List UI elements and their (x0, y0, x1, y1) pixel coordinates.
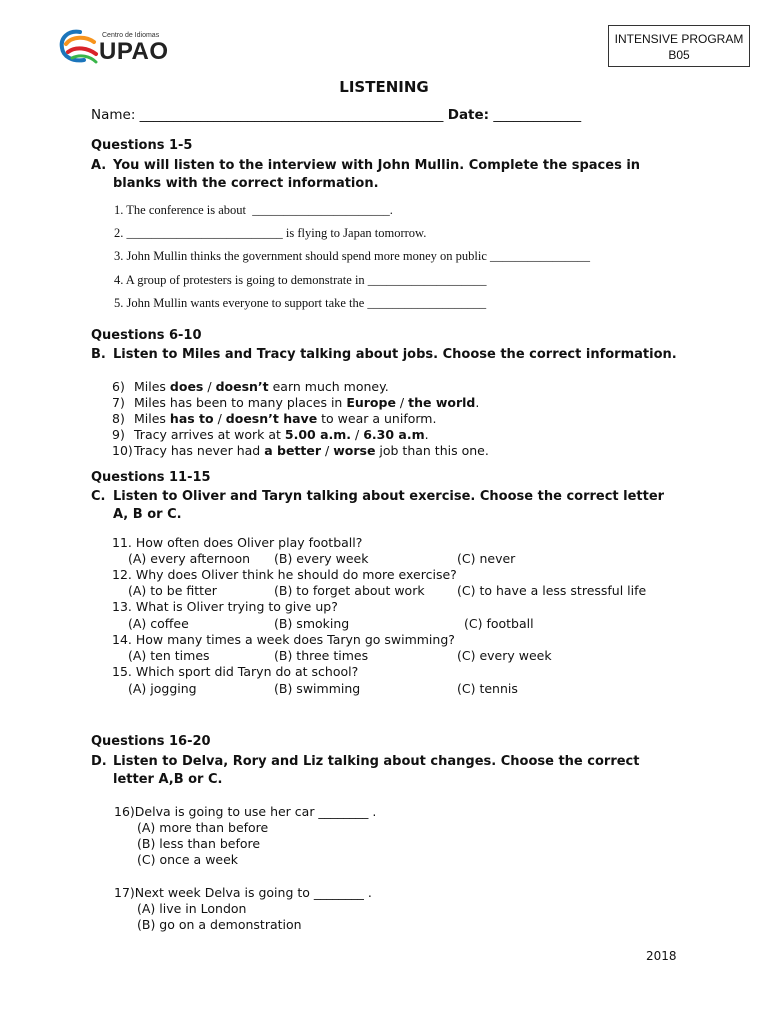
option-a: (A) jogging (128, 681, 197, 696)
section-instruction (91, 488, 681, 524)
option-c: (C) to have a less stressful life (457, 583, 647, 598)
option-c: (C) every week (457, 648, 552, 663)
section-letter: D. (91, 754, 107, 769)
list-item: 3. John Mullin thinks the government should spend more money on public ________________ (114, 249, 591, 263)
question: 15. Which sport did Taryn do at school? (112, 664, 359, 679)
date-label: Date: (447, 107, 490, 123)
item-number: 9) (112, 427, 125, 442)
option-c: (C) once a week (137, 852, 239, 867)
list-item (112, 379, 389, 394)
item-text: Miles (134, 411, 170, 426)
option-b: (B) less than before (137, 836, 261, 851)
option-b: (B) smoking (274, 616, 350, 631)
item-number: 6) (112, 379, 125, 394)
option-b: (B) to forget about work (274, 583, 425, 598)
option-b: (B) swimming (274, 681, 361, 696)
option-a: (A) to be fitter (128, 583, 217, 598)
choice-2: doesn’t have (225, 411, 318, 426)
item-number: 10) (112, 443, 133, 458)
choice-separator: / (321, 443, 334, 458)
logo-subtitle: Centro de Idiomas (102, 32, 160, 39)
instruction-text: Listen to Miles and Tracy talking about jobs. Choose the correct information. (113, 347, 677, 362)
item-text: job than this one. (375, 443, 489, 458)
section-heading: Questions 16-20 (91, 734, 211, 749)
question: 13. What is Oliver trying to give up? (112, 599, 338, 614)
instruction-text: Listen to Oliver and Taryn talking about exercise. Choose the correct letter A, B or C. (113, 489, 665, 522)
logo-wordmark: UPAO (99, 38, 169, 65)
section-letter: B. (91, 347, 106, 362)
list-item (112, 427, 429, 442)
instruction-text: You will listen to the interview with John Mullin. Complete the spaces in blanks with the correct information. (113, 158, 641, 191)
choice-2: worse (333, 443, 376, 458)
question: 16)Delva is going to use her car ________ . (114, 804, 377, 819)
option-c: (C) football (464, 616, 534, 631)
question: 14. How many times a week does Taryn go swimming? (112, 632, 455, 647)
option-a: (A) every afternoon (128, 551, 251, 566)
option-c: (C) never (457, 551, 516, 566)
list-item: 1. The conference is about ______________________. (114, 203, 393, 217)
section-instruction (91, 157, 681, 193)
name-date-line (91, 107, 581, 123)
item-text: to wear a uniform. (317, 411, 437, 426)
list-item: 4. A group of protesters is going to demonstrate in ___________________ (114, 273, 487, 287)
program-name: INTENSIVE PROGRAM (614, 32, 744, 46)
choice-1: Europe (346, 395, 396, 410)
choice-1: has to (169, 411, 214, 426)
option-a: (A) ten times (128, 648, 210, 663)
name-label: Name: (91, 107, 136, 123)
choice-separator: / (351, 427, 364, 442)
choice-separator: / (213, 411, 226, 426)
footer-year: 2018 (646, 949, 677, 963)
option-a: (A) coffee (128, 616, 189, 631)
choice-2: the world (408, 395, 476, 410)
page-title: LISTENING (339, 78, 429, 96)
list-item: 5. John Mullin wants everyone to support take the ___________________ (114, 296, 487, 310)
item-text: Miles has been to many places in (134, 395, 347, 410)
option-b: (B) three times (274, 648, 369, 663)
item-text: earn much money. (268, 379, 389, 394)
question: 17)Next week Delva is going to ________ . (114, 885, 372, 900)
instruction-text: Listen to Delva, Rory and Liz talking about changes. Choose the correct letter A,B or C. (113, 754, 640, 787)
item-text: . (424, 427, 429, 442)
option-a: (A) live in London (137, 901, 247, 916)
choice-1: 5.00 a.m. (284, 427, 352, 442)
choice-1: does (169, 379, 204, 394)
upao-logo-swirl-icon (58, 26, 102, 68)
list-item (112, 443, 489, 458)
choice-1: a better (264, 443, 322, 458)
section-heading: Questions 1-5 (91, 138, 193, 153)
option-b: (B) every week (274, 551, 369, 566)
program-code: B05 (668, 48, 690, 62)
list-item (112, 395, 479, 410)
name-blank: _____________________________________________ (135, 107, 444, 123)
section-letter: C. (91, 489, 106, 504)
program-box (608, 25, 750, 67)
date-blank: _____________ (489, 107, 582, 123)
upao-logo (58, 26, 168, 68)
item-number: 7) (112, 395, 125, 410)
option-c: (C) tennis (457, 681, 518, 696)
question: 11. How often does Oliver play football? (112, 535, 363, 550)
choice-2: doesn’t (215, 379, 269, 394)
section-instruction (91, 753, 681, 789)
item-text: Tracy arrives at work at (134, 427, 285, 442)
option-b: (B) go on a demonstration (137, 917, 302, 932)
section-letter: A. (91, 158, 107, 173)
item-text: Tracy has never had (134, 443, 265, 458)
choice-2: 6.30 a.m (363, 427, 425, 442)
item-text: Miles (134, 379, 170, 394)
list-item (112, 411, 436, 426)
section-heading: Questions 6-10 (91, 328, 202, 343)
choice-separator: / (203, 379, 216, 394)
list-item: 2. _________________________ is flying to Japan tomorrow. (114, 226, 427, 240)
question: 12. Why does Oliver think he should do more exercise? (112, 567, 457, 582)
item-number: 8) (112, 411, 125, 426)
item-text: . (475, 395, 480, 410)
option-a: (A) more than before (137, 820, 269, 835)
section-heading: Questions 11-15 (91, 470, 211, 485)
choice-separator: / (395, 395, 409, 410)
section-instruction (91, 346, 681, 364)
